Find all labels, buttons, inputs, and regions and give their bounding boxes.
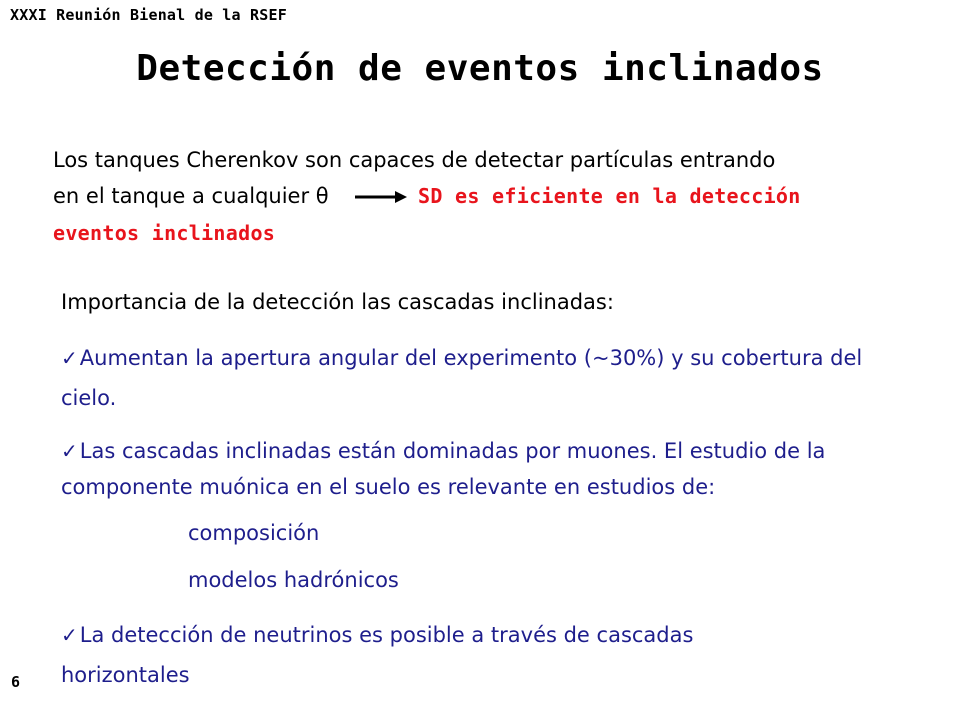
bullet-text-1: Aumentan la apertura angular del experimento (~30%) y su cobertura del cielo. (61, 346, 863, 410)
bullet-text-3: La detección de neutrinos es posible a través de cascadas horizontales (61, 623, 694, 687)
checkmark-icon: ✓ (61, 439, 78, 463)
bullet-point-1 (61, 338, 921, 418)
intro-line-2 (53, 178, 933, 215)
conference-header: XXXI Reunión Bienal de la RSEF (10, 6, 287, 24)
conclusion-text-1: SD es eficiente en la detección (418, 184, 801, 208)
slide-title: Detección de eventos inclinados (136, 48, 824, 89)
intro-line-1: Los tanques Cherenkov son capaces de detectar partículas entrando (53, 148, 776, 172)
subitem-composition: composición (188, 521, 320, 545)
intro-line-2-prefix: en el tanque a cualquier θ (53, 184, 329, 208)
checkmark-icon: ✓ (61, 346, 78, 370)
right-arrow-icon (355, 179, 407, 215)
intro-paragraph (53, 142, 933, 251)
conclusion-text-2: eventos inclinados (53, 221, 276, 245)
subitem-hadronic-models: modelos hadrónicos (188, 568, 399, 592)
checkmark-icon: ✓ (61, 623, 78, 647)
bullet-text-2: Las cascadas inclinadas están dominadas por muones. El estudio de la componente muónica en el suelo es relevante en estudios de: (61, 439, 826, 499)
page-number: 6 (11, 673, 21, 691)
bullet-point-3 (61, 615, 821, 695)
bullet-point-2 (61, 433, 921, 505)
importance-heading: Importancia de la detección las cascadas inclinadas: (61, 290, 614, 314)
